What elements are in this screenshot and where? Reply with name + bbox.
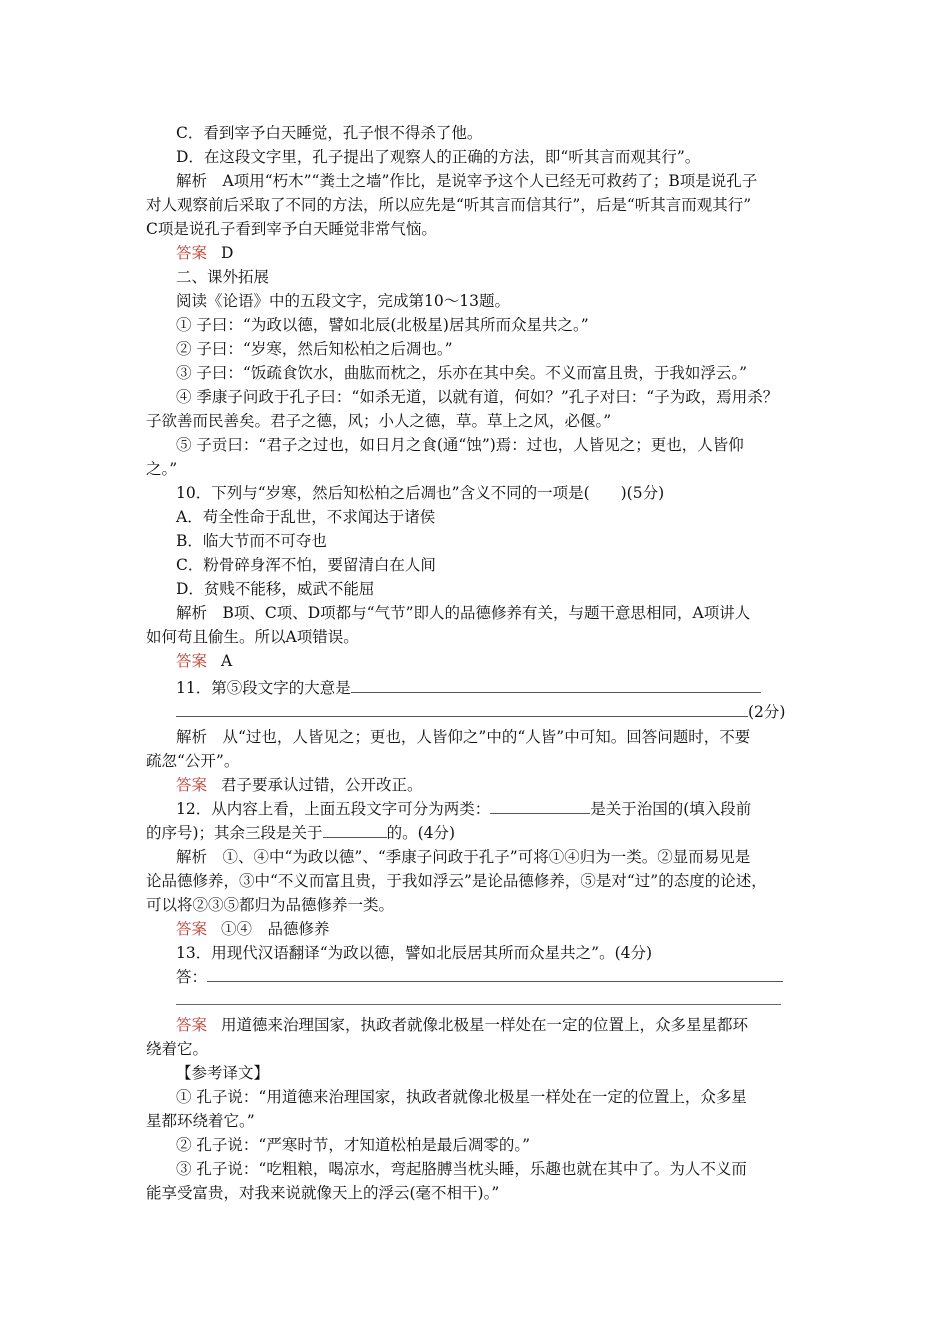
answer-10 [176, 650, 232, 672]
q10-option-a: A．苟全性命于乱世，不求闻达于诸侯 [176, 508, 436, 526]
answer-label: 答案 [176, 244, 208, 262]
translation-1-line1: ① 孔子说：“用道德来治理国家，执政者就像北极星一样处在一定的位置上，众多星 [176, 1088, 747, 1106]
analysis-10-line2: 如何苟且偷生。所以A项错误。 [146, 628, 359, 646]
analysis-9-line1: 解析 A项用“朽木”“粪土之墙”作比，是说宰予这个人已经无可救药了；B项是说孔子 [176, 172, 758, 190]
answer-value: 用道德来治理国家，执政者就像北极星一样处在一定的位置上，众多星星都环 [221, 1016, 749, 1034]
analysis-9-line3: C项是说孔子看到宰予白天睡觉非常气恼。 [146, 220, 437, 238]
answer-blank[interactable] [351, 678, 761, 693]
translation-1-line2: 星都环绕着它。” [146, 1112, 255, 1130]
answer-label: 答案 [176, 920, 208, 938]
answer-13-line2: 绕着它。 [146, 1040, 209, 1058]
answer-blank[interactable] [207, 967, 783, 982]
analysis-12-line2: 论品德修养，③中“不义而富且贵，于我如浮云”是论品德修养，⑤是对“过”的态度的论述， [146, 872, 767, 890]
passage-4-line2: 子欲善而民善矣。君子之德，风；小人之德，草。草上之风，必偃。” [146, 412, 612, 430]
passage-1: ① 子曰：“为政以德，譬如北辰(北极星)居其所而众星共之。” [176, 316, 589, 334]
answer-label: 答案 [176, 776, 208, 794]
question-11: 11．第⑤段文字的大意是 [176, 677, 761, 699]
question-10: 10．下列与“岁寒，然后知松柏之后凋也”含义不同的一项是( )(5分) [176, 484, 665, 502]
question-11-line2: (2分) [176, 701, 785, 723]
passage-3: ③ 子曰：“饭疏食饮水，曲肱而枕之，乐亦在其中矣。不义而富且贵，于我如浮云。” [176, 364, 748, 382]
option-c-prev: C．看到宰予白天睡觉，孔子恨不得杀了他。 [176, 124, 483, 142]
translation-2: ② 孔子说：“严寒时节，才知道松柏是最后凋零的。” [176, 1136, 531, 1154]
q10-option-b: B．临大节而不可夺也 [176, 532, 327, 550]
analysis-12-line1: 解析 ①、④中“为政以德”、“季康子问政于孔子”可将①④归为一类。②显而易见是 [176, 848, 751, 866]
reference-heading: 【参考译文】 [176, 1064, 270, 1082]
analysis-12-line3: 可以将②③⑤都归为品德修养一类。 [146, 896, 395, 914]
answer-9 [176, 242, 233, 264]
translation-3-line2: 能享受富贵，对我来说就像天上的浮云(毫不相干)。” [146, 1184, 500, 1202]
question-12-line1: 12．从内容上看，上面五段文字可分为两类： 是关于治国的(填入段前 [176, 800, 752, 818]
answer-blank[interactable] [323, 823, 387, 838]
translation-3-line1: ③ 孔子说：“吃粗粮，喝凉水，弯起胳膊当枕头睡，乐趣也就在其中了。为人不义而 [176, 1160, 747, 1178]
answer-value: A [221, 652, 233, 670]
q10-option-d: D．贫贱不能移，威武不能屈 [176, 580, 375, 598]
answer-11 [176, 774, 423, 796]
passage-2: ② 子曰：“岁寒，然后知松柏之后凋也。” [176, 340, 453, 358]
answer-line[interactable] [176, 1004, 781, 1005]
q10-option-c: C．粉骨碎身浑不怕，要留清白在人间 [176, 556, 436, 574]
answer-12 [176, 918, 330, 940]
analysis-11-line1: 解析 从“过也，人皆见之；更也，人皆仰之”中的“人皆”中可知。回答问题时，不要 [176, 728, 751, 746]
answer-value: ①④ 品德修养 [221, 920, 330, 938]
reading-intro: 阅读《论语》中的五段文字，完成第10～13题。 [176, 292, 510, 310]
answer-value: 君子要承认过错，公开改正。 [221, 776, 423, 794]
answer-value: D [221, 244, 234, 262]
question-12-line2: 的序号)；其余三段是关于 的。(4分) [146, 824, 456, 842]
answer-label: 答案 [176, 652, 208, 670]
analysis-9-line2: 对人观察前后采取了不同的方法，所以应先是“听其言而信其行”，后是“听其言而观其行” [146, 196, 752, 214]
question-13: 13．用现代汉语翻译“为政以德，譬如北辰居其所而众星共之”。(4分) [176, 944, 653, 962]
passage-4-line1: ④ 季康子问政于孔子曰：“如杀无道，以就有道，何如？”孔子对曰：“子为政，焉用杀？ [176, 388, 779, 406]
passage-5-line2: 之。” [146, 460, 178, 478]
answer-13-line1 [176, 1014, 748, 1036]
option-d-prev: D．在这段文字里，孔子提出了观察人的正确的方法，即“听其言而观其行”。 [176, 148, 701, 166]
analysis-10-line1: 解析 B项、C项、D项都与“气节”即人的品德修养有关，与题干意思相同，A项讲人 [176, 604, 751, 622]
answer-blank[interactable] [176, 702, 748, 717]
answer-blank[interactable] [490, 799, 590, 814]
section-heading: 二、课外拓展 [176, 268, 270, 286]
analysis-11-line2: 疏忽“公开”。 [146, 752, 240, 770]
question-13-answer-row: 答： [176, 966, 783, 988]
answer-label: 答案 [176, 1016, 208, 1034]
passage-5-line1: ⑤ 子贡曰：“君子之过也，如日月之食(通“蚀”)焉：过也，人皆见之；更也，人皆仰 [176, 436, 744, 454]
